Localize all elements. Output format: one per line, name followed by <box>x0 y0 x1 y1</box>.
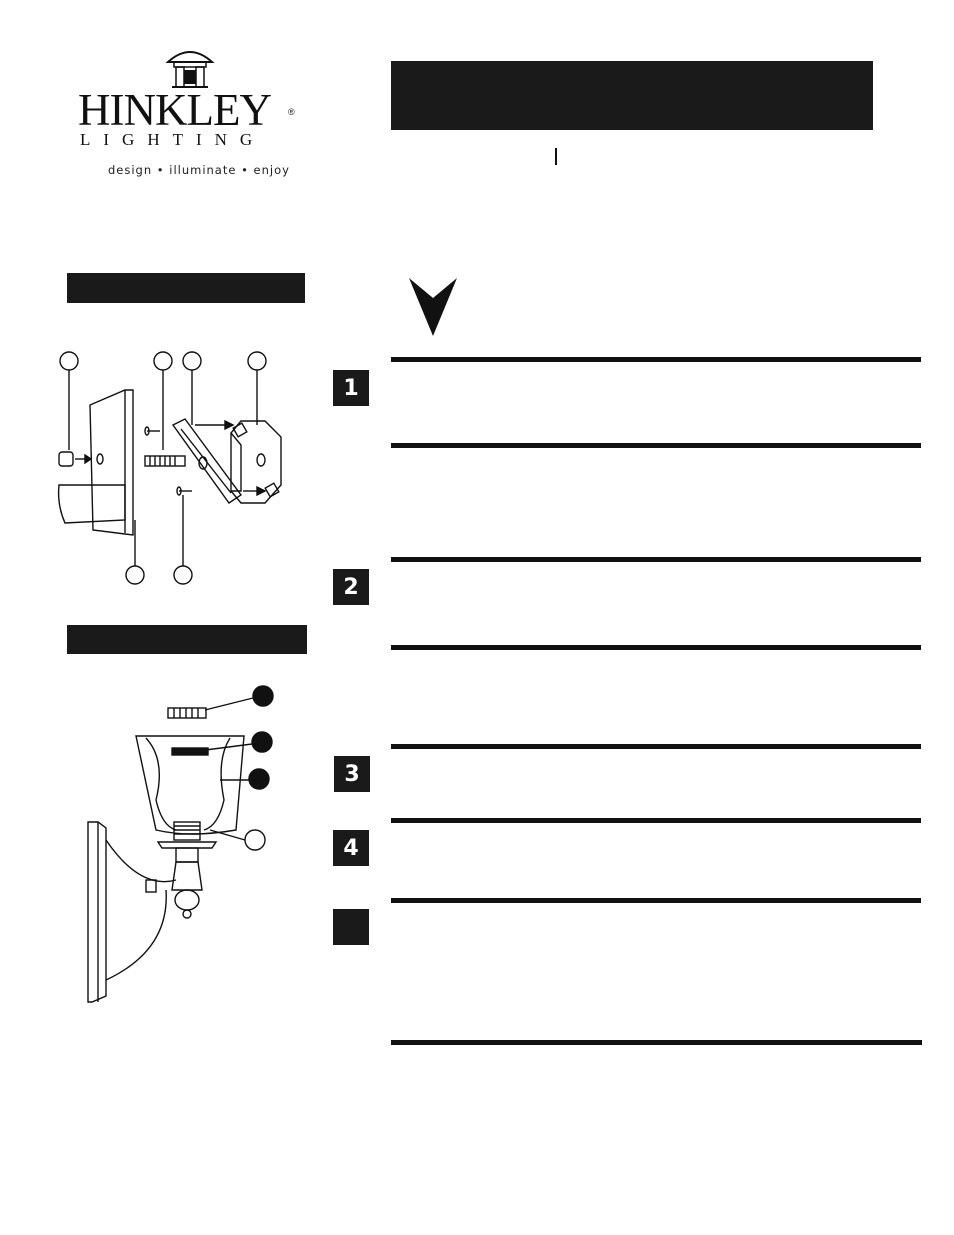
section-rule <box>391 443 921 448</box>
section-rule <box>391 744 921 749</box>
step-badge-2: 2 <box>333 569 369 605</box>
section-rule <box>391 645 921 650</box>
step-badge-5 <box>333 909 369 945</box>
warning-arrow-icon <box>408 276 458 338</box>
brand-tagline: design • illuminate • enjoy <box>108 163 290 177</box>
mounting-diagram <box>45 345 315 590</box>
section-rule <box>391 557 921 562</box>
brand-name: HINKLEY <box>78 85 271 135</box>
assembly-section-bar <box>67 625 307 654</box>
step-badge-1: 1 <box>333 370 369 406</box>
section-rule <box>391 818 921 823</box>
title-bar <box>391 61 873 130</box>
section-rule <box>391 898 921 903</box>
title-divider-tick <box>555 148 557 165</box>
brand-subtitle: LIGHTING <box>80 130 266 149</box>
assembly-diagram <box>80 680 280 1005</box>
section-rule <box>391 357 921 362</box>
hinkley-logo-emblem <box>164 44 216 90</box>
step-badge-3: 3 <box>334 756 370 792</box>
section-rule <box>391 1040 922 1045</box>
mounting-section-bar <box>67 273 305 303</box>
step-badge-4: 4 <box>333 830 369 866</box>
registered-mark: ® <box>288 107 295 117</box>
